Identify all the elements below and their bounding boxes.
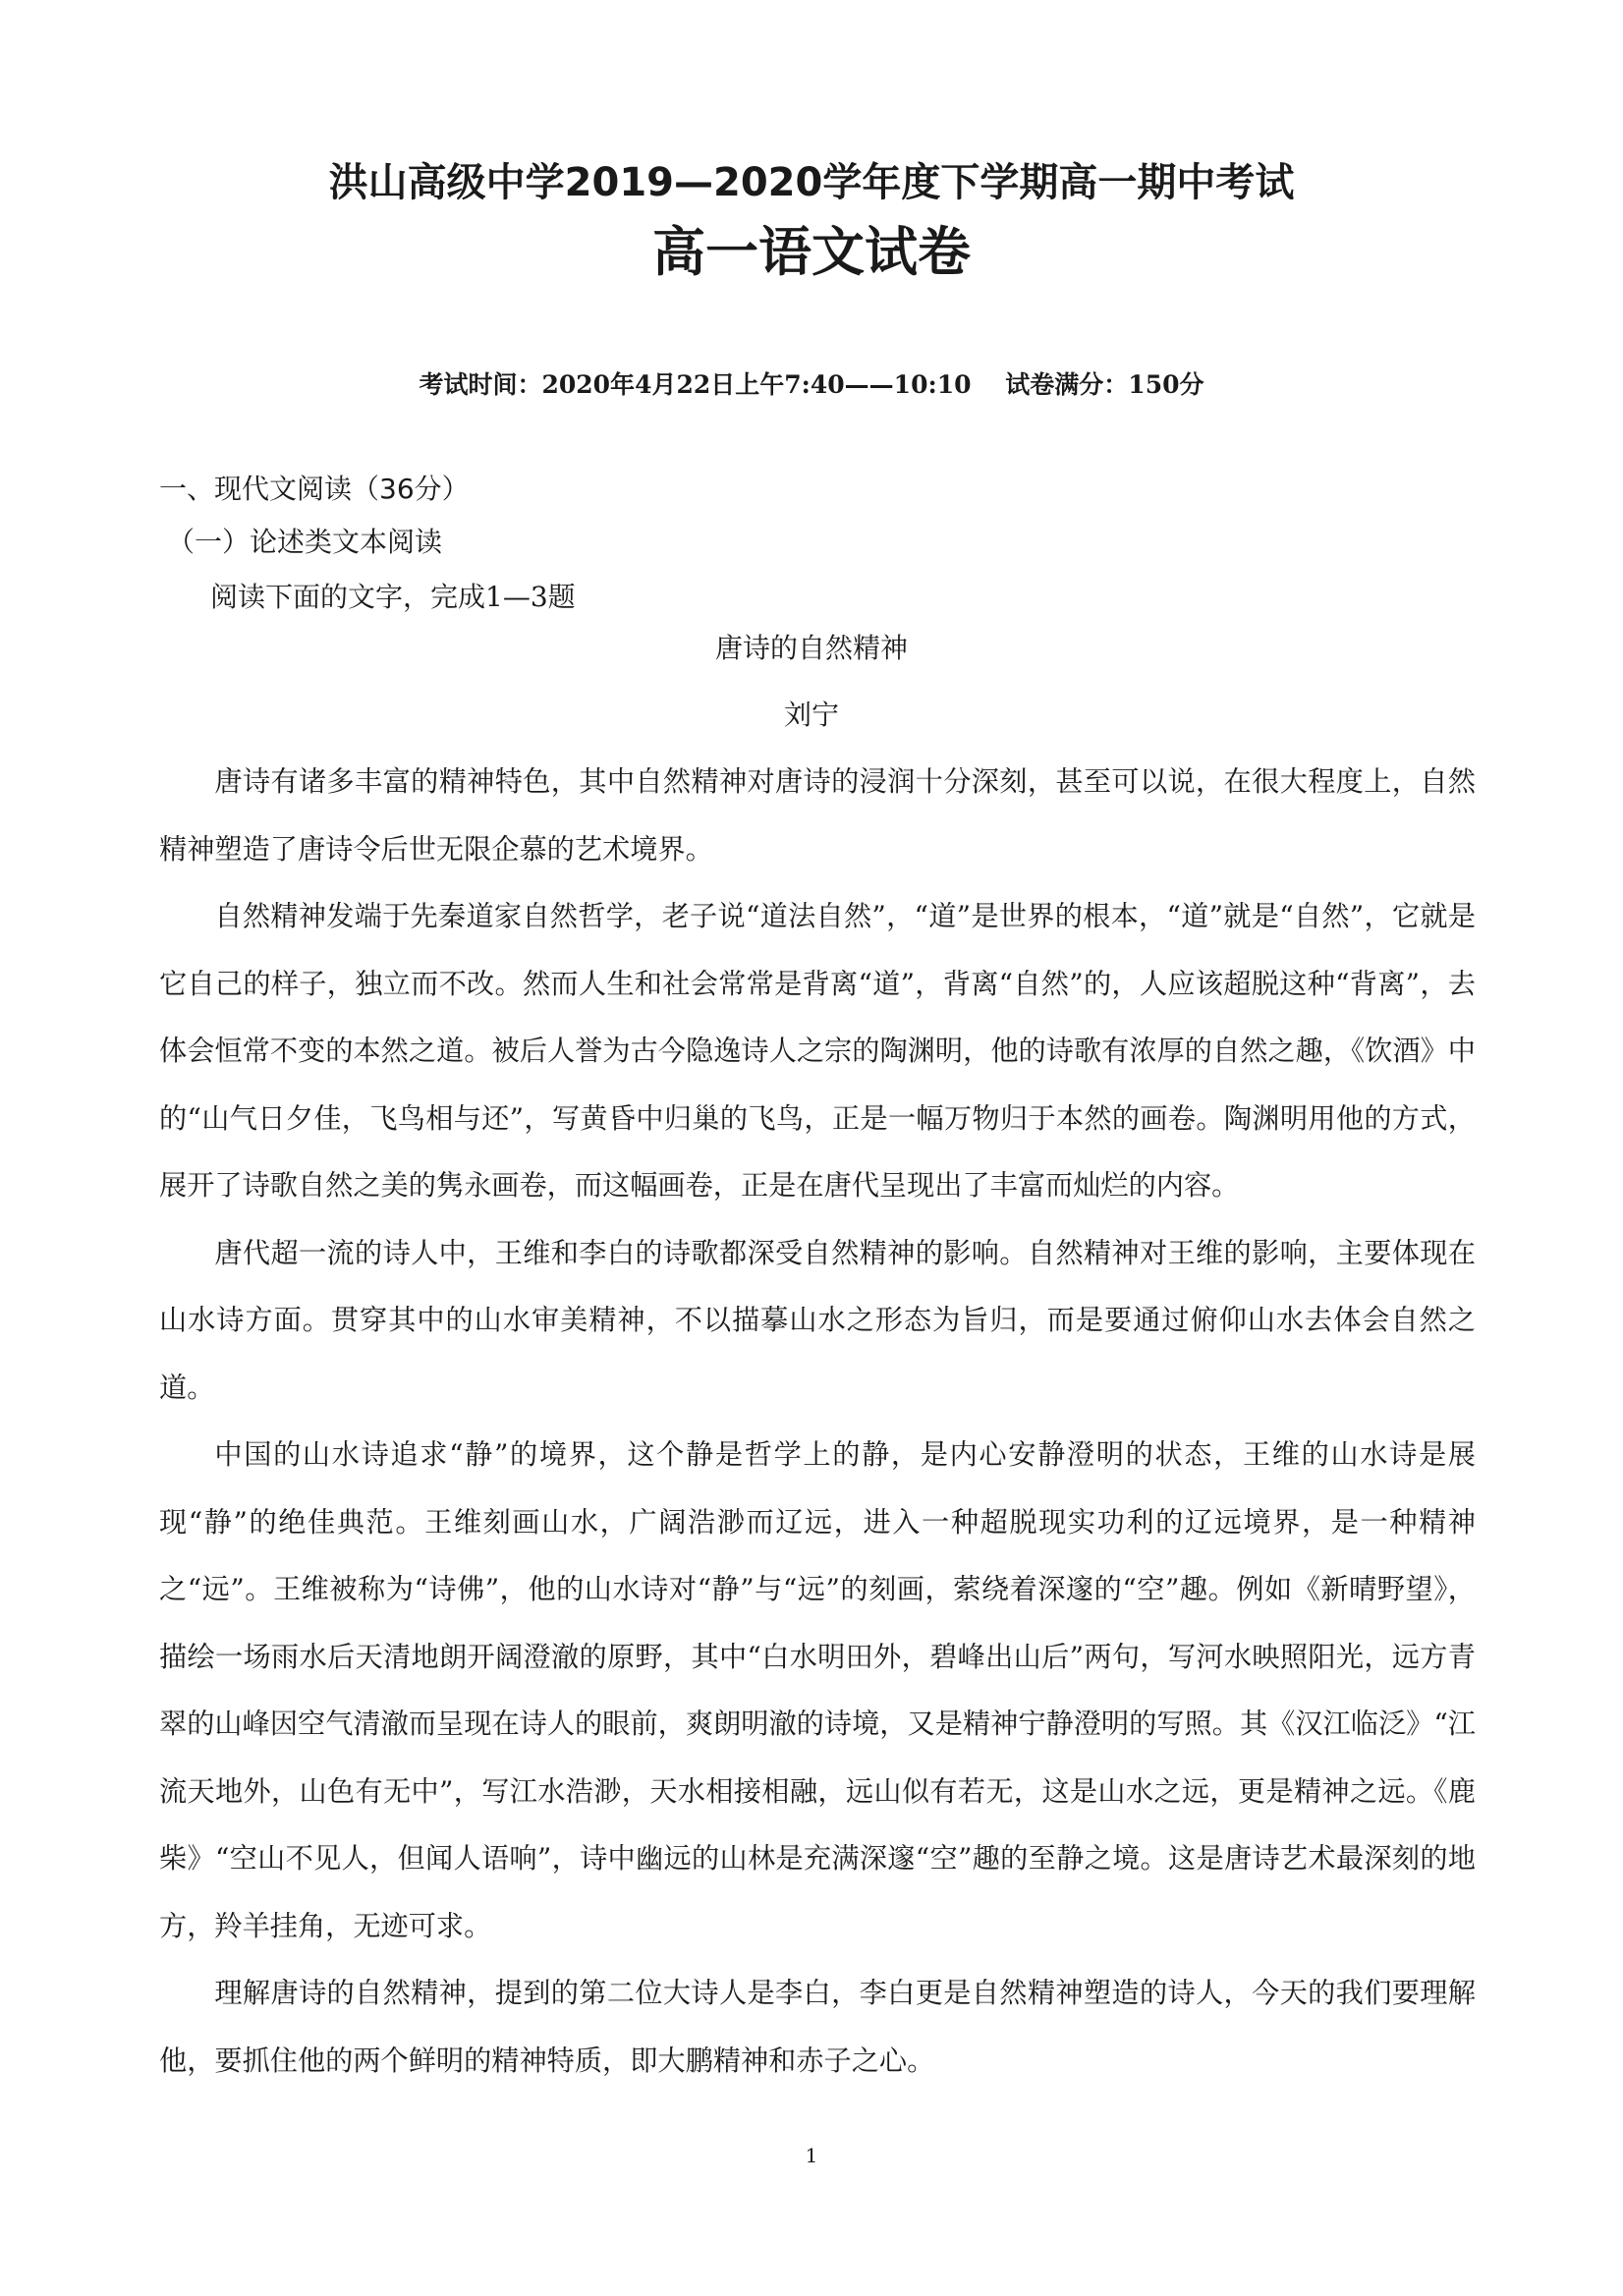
page-number: 1: [805, 2144, 818, 2167]
exam-subtitle: 高一语文试卷: [652, 221, 971, 283]
article-paragraph: 自然精神发端于先秦道家自然哲学，老子说“道法自然”，“道”是世界的根本，“道”就是“自然”，它就是它自己的样子，独立而不改。然而人生和社会常常是背离“道”，背离“自然”的，人应该超脱这种“背离”，去体会恒常不变的本然之道。被后人誉为古今隐逸诗人之宗的陶渊明，他的诗歌有浓厚的自然之趣，《饮酒》中的“山气日夕佳，飞鸟相与还”，写黄昏中归巢的飞鸟，正是一幅万物归于本然的画卷。陶渊明用他的方式，展开了诗歌自然之美的隽永画卷，而这幅画卷，正是在唐代呈现出了丰富而灿烂的内容。: [159, 900, 1476, 1202]
article-body: [159, 749, 1476, 2095]
article-paragraph: 唐诗有诸多丰富的精神特色，其中自然精神对唐诗的浸润十分深刻，甚至可以说，在很大程度上，自然精神塑造了唐诗令后世无限企慕的艺术境界。: [159, 765, 1476, 866]
section-heading: 一、现代文阅读（36分）: [159, 473, 470, 505]
article-paragraph: 中国的山水诗追求“静”的境界，这个静是哲学上的静，是内心安静澄明的状态，王维的山水诗是展现“静”的绝佳典范。王维刻画山水，广阔浩渺而辽远，进入一种超脱现实功利的辽远境界，是一种精神之“远”。王维被称为“诗佛”，他的山水诗对“静”与“远”的刻画，萦绕着深邃的“空”趣。例如《新晴野望》，描绘一场雨水后天清地朗开阔澄澈的原野，其中“白水明田外，碧峰出山后”两句，写河水映照阳光，远方青翠的山峰因空气清澈而呈现在诗人的眼前，爽朗明澈的诗境，又是精神宁静澄明的写照。其《汉江临泛》“江流天地外，山色有无中”，写江水浩渺，天水相接相融，远山似有若无，这是山水之远，更是精神之远。《鹿柴》“空山不见人，但闻人语响”，诗中幽远的山林是充满深邃“空”趣的至静之境。这是唐诗艺术最深刻的地方，羚羊挂角，无迹可求。: [159, 1438, 1476, 1942]
section-subheading: （一）论述类文本阅读: [167, 526, 443, 558]
article-paragraph: 唐代超一流的诗人中，王维和李白的诗歌都深受自然精神的影响。自然精神对王维的影响，主要体现在山水诗方面。贯穿其中的山水审美精神，不以描摹山水之形态为旨归，而是要通过俯仰山水去体会自然之道。: [159, 1236, 1476, 1404]
exam-info-line: 考试时间：2020年4月22日上午7:40——10:10 试卷满分：150分: [419, 370, 1204, 399]
reading-instruction: 阅读下面的文字，完成1—3题: [210, 581, 576, 613]
article-author: 刘宁: [783, 699, 839, 731]
article-title: 唐诗的自然精神: [714, 632, 908, 664]
article-paragraph: 理解唐诗的自然精神，提到的第二位大诗人是李白，李白更是自然精神塑造的诗人，今天的我们要理解他，要抓住他的两个鲜明的精神特质，即大鹏精神和赤子之心。: [159, 1977, 1476, 2077]
exam-title: 洪山高级中学2019—2020学年度下学期高一期中考试: [328, 160, 1295, 205]
